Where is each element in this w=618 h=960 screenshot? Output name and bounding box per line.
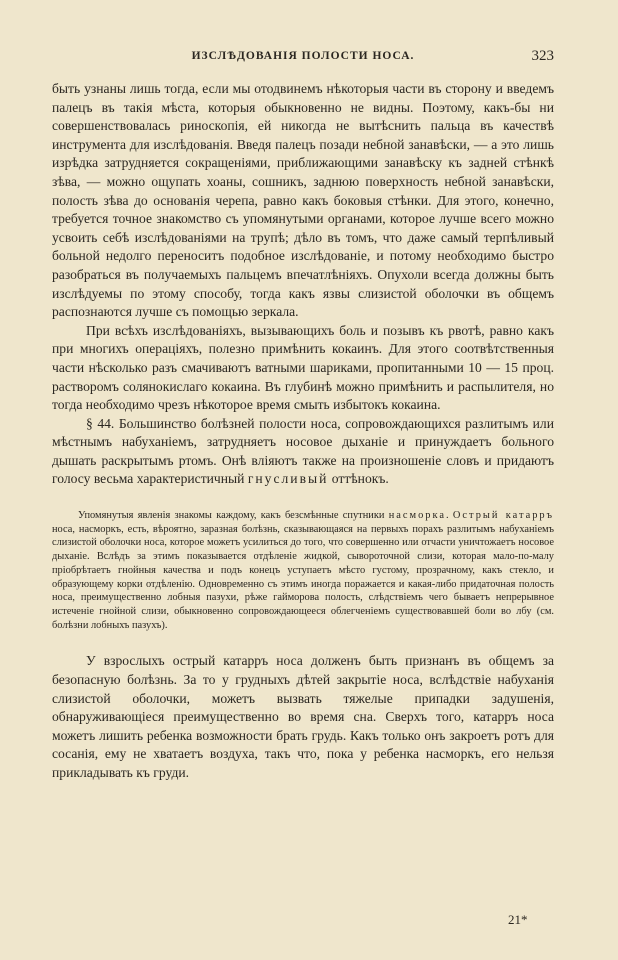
page-header [52,50,554,70]
running-head: ИЗСЛѢДОВАНІЯ ПОЛОСТИ НОСА. [191,50,415,62]
signature-mark: 21* [508,912,528,927]
small-print-paragraph [52,509,554,632]
section-text-end: оттѣнокъ. [328,471,389,487]
paragraph-cocaine: При всѣхъ изслѣдованіяхъ, вызывающихъ боль и позывъ къ рвотѣ, равно какъ при многихъ операціяхъ, полезно примѣнить кокаинъ. Для этого соотвѣтственныя части нѣсколько разъ смачиваютъ ватными шариками, пропитанными 10 — 15 проц. растворомъ солянокислаго кокаина. Въ глубинѣ можно примѣнить и распылителя, но тогда необходимо чрезъ нѣкоторое время смыть избытокъ кокаина. [52,322,554,413]
paragraph-continuation: быть узнаны лишь тогда, если мы отодвинемъ нѣкоторыя части въ сторону и введемъ палецъ въ такія мѣста, которыя обыкновенно не видны. Поэтому, какъ-бы ни совершенствовалась риноскопія, ей никогда не вытѣснить пальца въ качествѣ инструмента для изслѣдованія. Введя палецъ позади небной занавѣски, — а это лишь изрѣдка затрудняется сокращеніями, приближающими занавѣску къ задней стѣнкѣ зѣва, — можно ощупать хоаны, сошникъ, заднюю поверхность небной занавѣски, полость зѣва до основанія черепа, равно какъ боковыя стѣнки. Для этого, конечно, требуется точное знакомство съ упомянутыми органами, которое лучше всего можно усвоить себѣ изслѣдованіями на трупѣ; дѣло въ томъ, что даже самый терпѣливый больной недолго переноситъ подобное изслѣдованіе, и потому необходимо быстро разобраться въ получаемыхъ пальцемъ впечатлѣніяхъ. Опухоли всегда должны быть изслѣдуемы по этому способу, тогда какъ язвы слизистой оболочки въ общемъ распознаются лучше съ помощью зеркала. [52,81,554,320]
page-number: 323 [531,48,554,64]
small-text-3: носа, насморкъ, есть, вѣроятно, заразная болѣзнь, сказывающаяся на первыхъ порахъ разлитымъ набуханіемъ слизистой оболочки носа, которое можетъ усилиться до того, что совершенно или отчасти уничтожаетъ носовое дыханіе. Вслѣдъ за этимъ показывается отдѣленіе жидкой, сывороточной слизи, которая мало-по-малу пріобрѣтаетъ гнойныя качества и подъ конецъ уступаетъ мѣсто густому, прозрачному, какъ стекло, и образующему корки отдѣленію. Одновременно съ этимъ иногда поражается и какая-либо придаточная полость носа, преимущественно лобныя пазухи, рѣже гайморова полость, слѣдствіемъ чего бываетъ непрерывное истеченіе гнойной слизи, обыкновенно сопровождающееся облегченіемъ существовавшей боли во лбу (см. болѣзни лобныхъ пазухъ). [52,523,554,631]
section-text: § 44. Большинство болѣзней полости носа, сопровождающихся разлитымъ или мѣстнымъ набуханіемъ, затрудняетъ носовое дыханіе и принуждаетъ больного дышать раскрытымъ ртомъ. Онѣ вліяютъ также на произношеніе словъ и придаютъ голосу весьма характеристичный [52,415,554,487]
small-text-2: . [446,510,453,522]
small-emphasis-2: Острый катарръ [452,510,554,522]
small-text-1: Упомянутыя явленія знакомы каждому, какъ безсмѣнные спутники [78,510,389,522]
small-emphasis-1: насморка [388,510,447,522]
page-body [52,80,554,783]
section-emphasis: гнусливый [247,471,329,487]
section-44-paragraph [52,415,554,489]
paragraph-final: У взрослыхъ острый катарръ носа долженъ быть признанъ въ общемъ за безопасную болѣзнь. За то у грудныхъ дѣтей закрытіе носа, вслѣдствіе набуханія слизистой оболочки, можетъ вызвать тяжелые припадки задушенія, обнаруживающіеся преимущественно во время сна. Сверхъ того, катарръ носа можетъ лишить ребенка возможности брать грудь. Какъ только онъ закроетъ ротъ для сосанія, ему не хватаетъ воздуха, такъ что, пока у ребенка насморкъ, его нельзя прикладывать къ груди. [52,653,554,780]
